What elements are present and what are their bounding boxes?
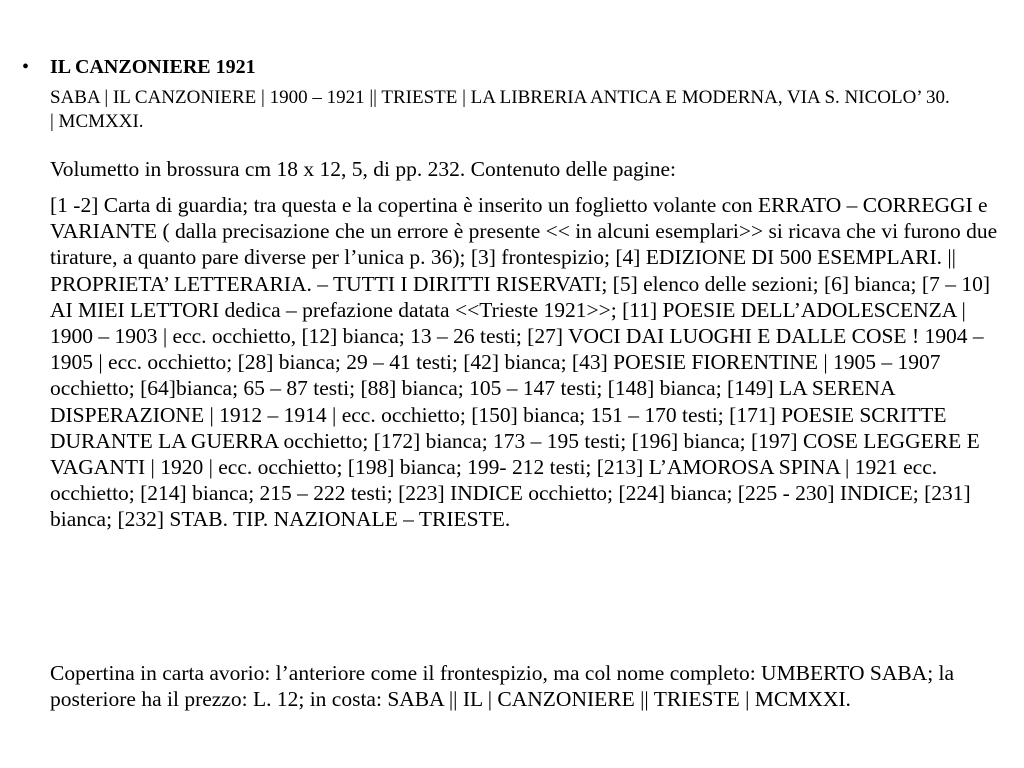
paragraph-text: [1 -2] Carta di guardia; tra questa e la copertina è inserito un foglietto volante con ERRATO – CORREGGI e VARIANTE ( dalla precisazione che un errore è presente << in alcuni esemplari>> si ricava che vi furono due tirature, a quanto pare diverse per l’unica p. 36); [3] frontespizio; [4] EDIZIONE DI 500 ESEMPLARI. || PROPRIETA’ LETTERARIA. – TUTTI I DIRITTI RISERVATI; [5] elenco delle sezioni; [6] bianca; [7 – 10] AI MIEI LETTORI dedica – prefazione datata <<Trieste 1921>>; [11] POESIE DELL’ADOLESCENZA | 1900 – 1903 | ecc. occhietto, [12] bianca; 13 – 26 testi; [27] VOCI DAI LUOGHI E DALLE COSE ! 1904 – 1905 | ecc. occhietto; [28] bianca; 29 – 41 testi; [42] bianca; [43] POESIE FIORENTINE | 1905 – 1907 occhietto; [64]bianca; 65 – 87 testi; [88] bianca; 105 – 147 testi; [148] bianca; [149] LA SERENA DISPERAZIONE | 1912 – 1914 | ecc. occhietto; [150] bianca; 151 – 170 testi; [171] POESIE SCRITTE DURANTE LA GUERRA occhietto; [172] bianca; 173 – 195 testi; [196] bianca; [197] COSE LEGGERE E VAGANTI | 1920 | ecc. occhietto; [198] bianca; 199- 212 testi; [213] L’AMOROSA SPINA | 1921 ecc. occhietto; [214] bianca; 215 – 222 testi; [223] INDICE occhietto; [224] bianca; [225 - 230] INDICE; [231] bianca; [232] STAB. TIP. NAZIONALE – TRIESTE. bbox=[50, 193, 998, 532]
bibliographic-title: SABA | IL CANZONIERE | 1900 – 1921 || TRIESTE | LA LIBRERIA ANTICA E MODERNA, VIA S. NICOLO’ 30. | MCMXXI. bbox=[50, 87, 950, 132]
paragraph-text: Volumetto in brossura cm 18 x 12, 5, di pp. 232. Contenuto delle pagine: bbox=[50, 157, 677, 181]
bullet-icon: • bbox=[22, 56, 30, 78]
description-paragraph bbox=[50, 156, 1012, 182]
slide-heading: IL CANZONIERE 1921 bbox=[50, 56, 256, 78]
contents-paragraph bbox=[50, 192, 1012, 533]
paragraph-text: Copertina in carta avorio: l’anteriore come il frontespizio, ma col nome completo: UMBERTO SABA; la posteriore ha il prezzo: L. 12; in costa: SABA || IL | CANZONIERE || TRIESTE | MCMXXI. bbox=[50, 661, 955, 712]
cover-paragraph bbox=[50, 660, 1012, 712]
